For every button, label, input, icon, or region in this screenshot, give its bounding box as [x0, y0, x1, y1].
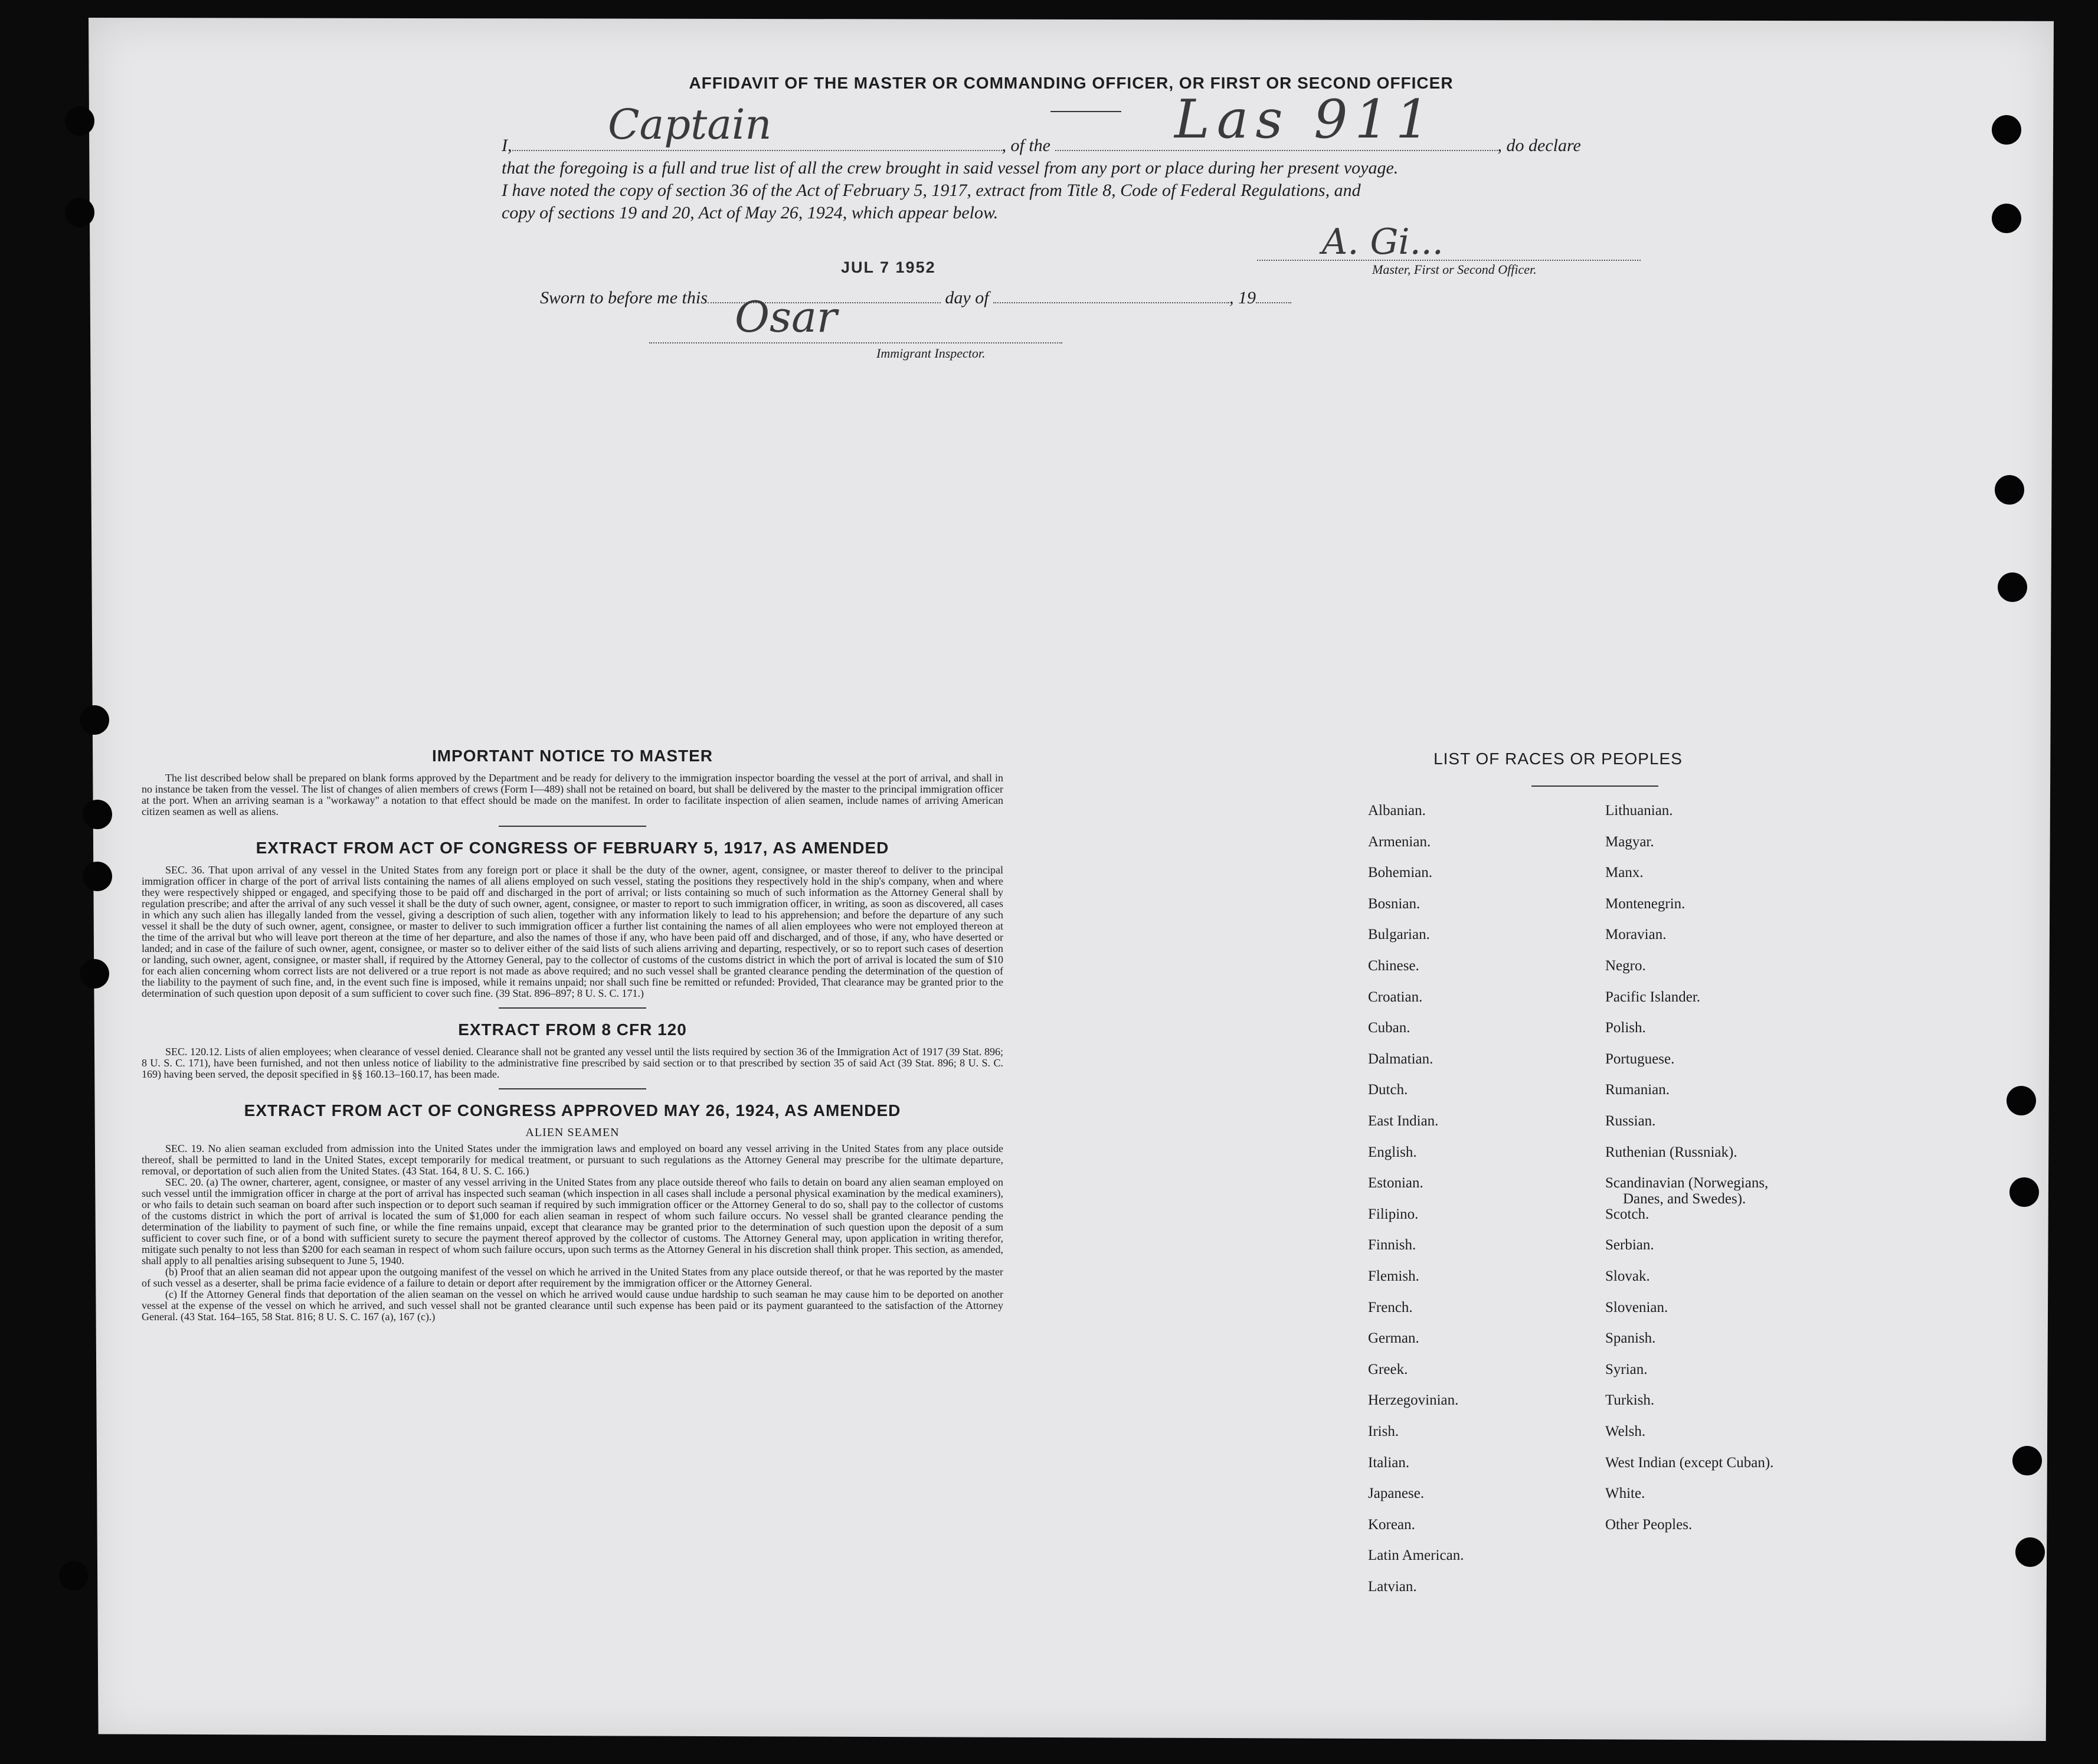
races-divider [1531, 786, 1658, 787]
punch-hole [1998, 572, 2027, 602]
declaration-mid: , of the [1001, 136, 1050, 155]
race-item: Welsh. [1605, 1423, 1646, 1439]
race-item: East Indian. [1368, 1113, 1439, 1129]
punch-hole [83, 800, 112, 829]
section-20b-text: (b) Proof that an alien seaman did not appear upon the outgoing manifest of the vessel on which he arrived in the United States from any place outside thereof, or that he was reported by the master of such vessel as a deserter, shall be prima facie evidence of a failure to detain or deport after requirement by the immigration officer or the Attorney General. [142, 1266, 1003, 1289]
race-item: Croatian. [1368, 989, 1423, 1005]
section-20c-text: (c) If the Attorney General finds that deportation of the alien seaman on the vessel on which he arrived would cause undue hardship to such seaman he may cause him to be deported on another vessel at the expense of the vessel on which he arrived, and such vessel shall not be granted clearance until such expense has been paid or its payment guaranteed to the satisfaction of the Attorney General. (43 Stat. 164–165, 58 Stat. 816; 8 U. S. C. 167 (a), 167 (c).) [142, 1288, 1003, 1323]
punch-hole [1995, 475, 2024, 505]
race-item: Bosnian. [1368, 895, 1421, 912]
race-item: Herzegovinian. [1368, 1392, 1459, 1409]
race-item: West Indian (except Cuban). [1605, 1454, 1774, 1471]
sworn-year-blank[interactable] [1256, 289, 1291, 303]
race-item: Bohemian. [1368, 865, 1433, 881]
race-item: Armenian. [1368, 833, 1431, 850]
punch-hole [2007, 1086, 2036, 1115]
race-item: Lithuanian. [1605, 803, 1673, 819]
sworn-prefix: Sworn to before me this [540, 288, 708, 307]
extract-1924-title: EXTRACT FROM ACT OF CONGRESS APPROVED MAY 26, 1924, AS AMENDED [244, 1101, 901, 1120]
race-item: Ruthenian (Russniak). [1605, 1144, 1737, 1160]
punch-hole [80, 705, 109, 735]
race-item: German. [1368, 1330, 1419, 1347]
declaration-prefix: I, [502, 136, 512, 155]
inspector-signature-line[interactable] [649, 342, 1062, 343]
race-item: Bulgarian. [1368, 927, 1430, 943]
race-item: Albanian. [1368, 803, 1426, 819]
legal-column [142, 747, 1003, 1323]
race-item: Serbian. [1605, 1237, 1654, 1254]
race-item: Syrian. [1605, 1361, 1648, 1377]
handwritten-captain: Captain [608, 100, 772, 149]
race-item: Flemish. [1368, 1268, 1419, 1284]
handwritten-signature: A. Gi... [1322, 221, 1444, 263]
inspector-label: Immigrant Inspector. [876, 346, 986, 361]
races-title: LIST OF RACES OR PEOPLES [1433, 750, 1683, 768]
extract-1917-text: SEC. 36. That upon arrival of any vessel in the United States from any foreign port or place it shall be the duty of the owner, agent, consignee, or master thereof to deliver to the principal immigration officer in charge of the port of arrival lists containing the names of all aliens employed on such vessel, stating the positions they respectively hold in the ship's company, when and where they were respectively shipped or engaged, and specifying those to be paid off and discharged in the port of arrival; or lists containing so much of such information as the Attorney General shall by regulation prescribe; and after the arrival of any such vessel it shall be the duty of such owner, agent, consignee, or master to report to such immigration officer, in writing, as soon as discovered, all cases in which any such alien has illegally landed from the vessel, giving a description of such alien, together with any information likely to lead to his apprehension; and before the departure of any such vessel it shall be the duty of such owner, agent, consignee, or master to deliver to such immigration officer a further list containing the names of all alien employees who were not employed thereon at the time of the arrival but who will leave port thereon at the time of her departure, and also the names of those if any, who have been paid off and discharged, and of those, if any, who have deserted or landed; and in case of the failure of such owner, agent, consignee, or master so to deliver either of the said lists of such aliens arriving and departing, respectively, or so to report such cases of desertion or landing, such owner, agent, consignee, or master shall, if required by the Attorney General, pay to the collector of customs of the customs district in which the port of arrival is located the sum of $10 for each alien concerning whom correct lists are not delivered or a true report is not made as above required; and no such vessel shall be granted clearance pending the determination of the question of the liability to the payment of such fine, and, in the event such fine is imposed, while it remains unpaid; nor shall such fine be remitted or refunded: Provided, That clearance may be granted prior to the determination of such question upon deposit of a sum sufficient to cover such fine. (39 Stat. 896–897; 8 U. S. C. 171.) [142, 864, 1003, 999]
race-item: Korean. [1368, 1516, 1415, 1533]
punch-hole [80, 959, 109, 989]
race-item: Chinese. [1368, 958, 1419, 974]
declaration-suffix: , do declare [1497, 136, 1581, 155]
sworn-month-blank[interactable] [993, 289, 1229, 303]
race-item: Pacific Islander. [1605, 989, 1701, 1005]
date-stamp: JUL 7 1952 [841, 258, 936, 276]
punch-hole [2012, 1446, 2042, 1475]
race-item: Slovenian. [1605, 1299, 1668, 1315]
race-item: Danes, and Swedes). [1623, 1191, 1746, 1207]
section-divider [499, 1007, 646, 1009]
alien-seamen-subtitle: ALIEN SEAMEN [525, 1126, 620, 1139]
handwritten-vessel: Las 911 [1174, 89, 1436, 150]
race-item: Scotch. [1605, 1206, 1649, 1222]
race-item: Russian. [1605, 1113, 1656, 1129]
master-signature-line[interactable] [1257, 260, 1641, 261]
punch-hole [59, 1561, 89, 1590]
race-item: Japanese. [1368, 1485, 1425, 1502]
affidavit-title: AFFIDAVIT OF THE MASTER OR COMMANDING OFFICER, OR FIRST OR SECOND OFFICER [689, 74, 1454, 92]
race-item: Portuguese. [1605, 1050, 1675, 1067]
race-item: Italian. [1368, 1454, 1410, 1471]
extract-cfr-title: EXTRACT FROM 8 CFR 120 [458, 1020, 687, 1039]
master-label: Master, First or Second Officer. [1372, 262, 1537, 277]
declaration-line-3: I have noted the copy of section 36 of the Act of February 5, 1917, extract from Title 8, Code of Federal Regulations, and [502, 181, 1361, 200]
race-item: Moravian. [1605, 927, 1667, 943]
punch-hole [1992, 204, 2021, 233]
race-item: Manx. [1605, 865, 1644, 881]
race-item: Scandinavian (Norwegians, [1605, 1175, 1769, 1192]
punch-hole [2009, 1177, 2039, 1207]
race-item: Finnish. [1368, 1237, 1416, 1254]
notice-text: The list described below shall be prepared on blank forms approved by the Department and be ready for delivery to the immigration inspector boarding the vessel at the port of arrival, and shall in no instance be taken from the vessel. The list of changes of alien members of crews (Form I—489) shall not be retained on board, but shall be delivered by the master to the principal immigration officer at the port. When an arriving seaman is a "workaway" a notation to that effect should be made on the manifest. In order to facilitate inspection of alien seamen, include names of arriving American citizen seamen as well as aliens. [142, 772, 1003, 817]
race-item: Polish. [1605, 1020, 1646, 1036]
section-divider [499, 826, 646, 827]
race-item: Greek. [1368, 1361, 1408, 1377]
sworn-line [540, 287, 1291, 309]
section-20a-text: SEC. 20. (a) The owner, charterer, agent, consignee, or master of any vessel arriving in the United States from any place outside thereof who fails to detain on board any alien seaman employed on such vessel until the immigration officer in charge at the port of arrival has inspected such seaman (which inspection in all cases shall include a personal physical examination by the medical examiners), or who fails to detain such seaman on board after such inspection or to deport such seaman if required by such immigration officer or the Attorney General to do so, shall pay to the collector of customs of the customs district in which the port of arrival is located the sum of $1,000 for each alien seaman in respect of whom such failure occurs. No vessel shall be granted clearance pending the determination of the liability to payment of such fine, or while the fine remains unpaid, except that clearance may be granted prior to the determination of such question upon the deposit of a sum sufficient to cover such fine, or of a bond with sufficient surety to secure the payment thereof approved by the collector of customs. The Attorney General may, upon application in writing therefor, mitigate such penalty to not less than $200 for each seaman in respect of whom such failure occurs, upon such terms as the Attorney General in his discretion shall think proper. This section, as amended, shall apply to all penalties arising subsequent to June 5, 1940. [142, 1176, 1003, 1266]
handwritten-inspector: Osar [735, 292, 837, 342]
race-item: Dalmatian. [1368, 1050, 1433, 1067]
race-item: Spanish. [1605, 1330, 1656, 1347]
race-item: French. [1368, 1299, 1413, 1315]
race-item: Slovak. [1605, 1268, 1650, 1284]
race-item: Latvian. [1368, 1579, 1417, 1595]
race-item: Cuban. [1368, 1020, 1410, 1036]
extract-cfr-text: SEC. 120.12. Lists of alien employees; when clearance of vessel denied. Clearance shall not be granted any vessel until the lists required by section 36 of the Immigration Act of 1917 (39 Stat. 896; 8 U. S. C. 171), have been furnished, and not then unless notice of liability to the administrative fine prescribed by said section or to that prescribed by section 35 of said Act (39 Stat. 896; 8 U. S. C. 169) having been served, the deposit specified in §§ 160.13–160.17, has been made. [142, 1046, 1003, 1080]
notice-title: IMPORTANT NOTICE TO MASTER [431, 747, 713, 765]
punch-hole [65, 106, 94, 136]
sworn-day-label: day of [945, 288, 989, 307]
race-item: Filipino. [1368, 1206, 1419, 1222]
declaration-line-2: that the foregoing is a full and true list of all the crew brought in said vessel from any port or place during her present voyage. [502, 158, 1399, 178]
race-item: Estonian. [1368, 1175, 1423, 1192]
section-19-text: SEC. 19. No alien seaman excluded from admission into the United States under the immigration laws and employed on board any vessel arriving in the United States from any place outside thereof, shall be permitted to land in the United States, except temporarily for medical treatment, or pursuant to such regulations as the Attorney General may prescribe for the ultimate departure, removal, or deportation of such alien from the United States. (43 Stat. 164, 8 U. S. C. 166.) [142, 1143, 1003, 1177]
race-item: Negro. [1605, 958, 1646, 974]
race-item: Latin American. [1368, 1547, 1464, 1564]
race-item: Rumanian. [1605, 1082, 1670, 1098]
race-item: Irish. [1368, 1423, 1399, 1439]
race-item: Other Peoples. [1605, 1516, 1693, 1533]
section-divider [499, 1088, 646, 1089]
title-divider [1050, 111, 1121, 112]
extract-1917-title: EXTRACT FROM ACT OF CONGRESS OF FEBRUARY 5, 1917, AS AMENDED [256, 839, 889, 857]
punch-hole [2015, 1537, 2045, 1567]
race-item: Magyar. [1605, 833, 1654, 850]
race-item: White. [1605, 1485, 1645, 1502]
declaration-line-4: copy of sections 19 and 20, Act of May 26, 1924, which appear below. [502, 203, 999, 222]
race-item: Dutch. [1368, 1082, 1408, 1098]
punch-hole [1992, 115, 2021, 145]
race-item: English. [1368, 1144, 1417, 1160]
punch-hole [83, 862, 112, 891]
race-item: Montenegrin. [1605, 895, 1685, 912]
sworn-year-label: , 19 [1229, 288, 1256, 307]
race-item: Turkish. [1605, 1392, 1655, 1409]
punch-hole [65, 198, 94, 227]
